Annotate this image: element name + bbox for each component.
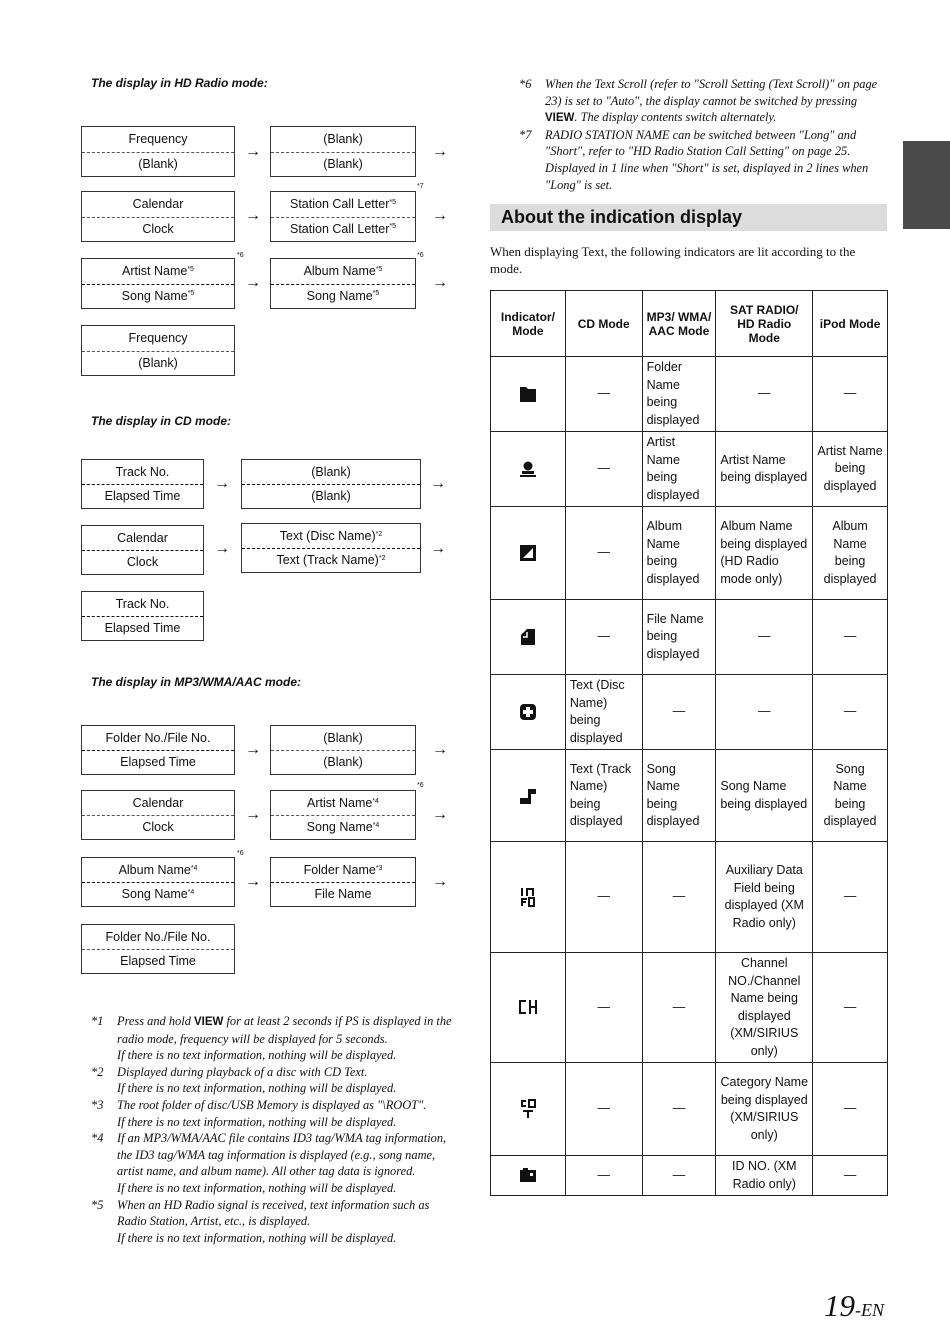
footnote-ref: *5	[372, 290, 380, 298]
album-icon	[519, 545, 537, 559]
indicator-cell	[491, 953, 566, 1063]
box-line-2: (Blank)	[138, 355, 178, 370]
arrow-icon: →	[432, 274, 448, 291]
table-cell: —	[565, 842, 642, 953]
footnote-ref: *4	[372, 821, 380, 829]
hd-box-album	[270, 258, 416, 309]
column-header: MP3/ WMA/ AAC Mode	[642, 291, 716, 357]
table-cell: —	[565, 1156, 642, 1196]
footnote-key: *7	[519, 127, 532, 142]
table-cell: Album Name being displayed	[642, 507, 716, 600]
cd-box-track	[81, 459, 204, 509]
box-line-2: (Blank)	[323, 755, 363, 769]
hd-box-blank	[270, 126, 416, 177]
table-cell: ID NO. (XM Radio only)	[716, 1156, 813, 1196]
table-cell: —	[642, 675, 716, 750]
table-cell: Auxiliary Data Field being displayed (XM Radio only)	[716, 842, 813, 953]
footnote-text: If there is no text information, nothing will be displayed.	[117, 1114, 397, 1129]
table-row	[491, 357, 888, 432]
cd-box-text	[241, 523, 421, 573]
channel-icon	[518, 1000, 538, 1014]
footnote-text: When an HD Radio signal is received, text information such as Radio Station, Artist, etc., is displayed.	[117, 1197, 430, 1229]
footnote-text: If there is no text information, nothing will be displayed.	[117, 1230, 397, 1245]
box-line-1: (Blank)	[323, 731, 363, 745]
indicator-cell	[491, 750, 566, 842]
box-line-2: Elapsed Time	[120, 755, 196, 769]
table-row	[491, 432, 888, 507]
arrow-icon: →	[245, 207, 261, 224]
arrow-icon: →	[430, 540, 446, 557]
table-row	[491, 1063, 888, 1156]
footnote-text: The root folder of disc/USB Memory is displayed as "\ROOT".	[117, 1097, 427, 1112]
page-number	[824, 1288, 884, 1324]
table-cell: File Name being displayed	[642, 600, 716, 675]
arrow-icon: →	[245, 741, 261, 758]
arrow-icon: →	[214, 540, 230, 557]
box-line-1: Frequency	[128, 331, 188, 346]
table-cell: Text (Disc Name) being displayed	[565, 675, 642, 750]
table-cell: Artist Name being displayed	[716, 432, 813, 507]
arrow-icon: →	[245, 806, 261, 823]
arrow-icon: →	[432, 873, 448, 890]
footnote-5	[91, 1197, 457, 1247]
footnote-ref: *5	[187, 265, 194, 273]
mp3-box-calendar	[81, 790, 235, 840]
box-line-1: Folder No./File No.	[105, 731, 211, 745]
table-cell: Artist Name being displayed	[813, 432, 888, 507]
arrow-icon: →	[245, 274, 261, 291]
view-key-label: VIEW	[545, 112, 575, 125]
footnote-3	[91, 1097, 457, 1130]
box-line-1: Track No.	[115, 465, 170, 479]
box-line-2: Elapsed Time	[120, 954, 196, 968]
column-header: CD Mode	[565, 291, 642, 357]
footnote-ref: *5	[375, 265, 383, 273]
footnote-ref: *4	[190, 864, 198, 872]
hd-radio-section-title: The display in HD Radio mode:	[91, 76, 268, 90]
table-row	[491, 953, 888, 1063]
table-cell: —	[565, 1063, 642, 1156]
table-row	[491, 600, 888, 675]
cd-box-calendar	[81, 525, 204, 575]
footnotes-right	[519, 76, 889, 193]
mp3-box-folder-name	[270, 857, 416, 907]
box-line-1: Track No.	[115, 597, 170, 611]
table-cell: Song Name being displayed	[716, 750, 813, 842]
footnote-1	[91, 1013, 457, 1064]
indicator-cell	[491, 675, 566, 750]
hd-box-station-call	[270, 191, 416, 242]
footnote-ref: *5	[187, 290, 195, 298]
box-line-2: Song Name	[121, 887, 188, 901]
box-line-2: Elapsed Time	[104, 621, 181, 635]
footnote-mark: *7	[417, 183, 424, 190]
box-line-1: Album Name	[303, 264, 376, 279]
column-header: iPod Mode	[813, 291, 888, 357]
indicator-cell	[491, 1063, 566, 1156]
table-cell: Channel NO./Channel Name being displayed (XM/SIRIUS only)	[716, 953, 813, 1063]
footnote-ref: *4	[187, 888, 195, 896]
footnote-ref: *3	[375, 864, 383, 872]
box-line-2: Text (Track Name)	[276, 553, 379, 567]
arrow-icon: →	[432, 143, 448, 160]
footnote-key: *3	[91, 1097, 104, 1112]
mp3-section-title: The display in MP3/WMA/AAC mode:	[91, 675, 302, 689]
box-line-2: Song Name	[121, 288, 188, 303]
table-cell: Album Name being displayed (HD Radio mode only)	[716, 507, 813, 600]
arrow-icon: →	[432, 741, 448, 758]
mp3-box-blank	[270, 725, 416, 775]
table-cell: —	[813, 357, 888, 432]
box-line-2: Song Name	[306, 288, 373, 303]
box-line-1: Calendar	[117, 531, 168, 545]
table-cell: —	[642, 1063, 716, 1156]
box-line-1: Station Call Letter	[290, 197, 390, 212]
box-line-1: Frequency	[128, 132, 188, 147]
box-line-1: Folder Name	[303, 863, 376, 877]
footnote-mark: *6	[417, 782, 424, 789]
table-cell: —	[813, 1063, 888, 1156]
box-line-2: (Blank)	[311, 489, 351, 503]
table-cell: —	[813, 953, 888, 1063]
section-heading: About the indication display	[490, 204, 887, 231]
footnote-text: Displayed during playback of a disc with CD Text.	[117, 1064, 368, 1079]
mp3-box-artist	[270, 790, 416, 840]
artist-icon	[519, 461, 537, 475]
table-row	[491, 750, 888, 842]
footnote-text: . The display contents switch alternately.	[574, 110, 777, 125]
indicator-cell	[491, 1156, 566, 1196]
arrow-icon: →	[430, 475, 446, 492]
footnote-text: Press and hold	[117, 1014, 194, 1028]
box-line-2: (Blank)	[138, 156, 178, 171]
table-cell: Category Name being displayed (XM/SIRIUS only)	[716, 1063, 813, 1156]
arrow-icon: →	[245, 873, 261, 890]
cd-section-title: The display in CD mode:	[91, 414, 232, 428]
footnote-7	[519, 127, 889, 193]
table-cell: Song Name being displayed	[813, 750, 888, 842]
table-row	[491, 1156, 888, 1196]
table-cell: —	[716, 357, 813, 432]
hd-box-artist	[81, 258, 235, 309]
page-number-value: 19	[824, 1288, 855, 1323]
table-cell: —	[565, 953, 642, 1063]
table-row	[491, 507, 888, 600]
hd-box-frequency-return	[81, 325, 235, 376]
indicator-cell	[491, 842, 566, 953]
box-line-2: Clock	[142, 221, 174, 236]
footnote-ref: *5	[389, 198, 396, 206]
footnote-4	[91, 1130, 457, 1196]
table-cell: —	[813, 675, 888, 750]
footnote-text: If there is no text information, nothing will be displayed.	[117, 1048, 397, 1063]
mp3-box-folder-file-return	[81, 924, 235, 974]
table-cell: —	[813, 842, 888, 953]
box-line-1: (Blank)	[311, 465, 351, 479]
box-line-1: Artist Name	[307, 796, 373, 810]
table-row	[491, 842, 888, 953]
box-line-2: (Blank)	[323, 156, 363, 171]
folder-icon	[519, 386, 537, 400]
cd-box-track-return	[81, 591, 204, 641]
table-cell: —	[716, 675, 813, 750]
view-key-label: VIEW	[193, 1016, 224, 1028]
section-intro: When displaying Text, the following indicators are lit according to the mode.	[490, 244, 856, 276]
box-line-1: (Blank)	[323, 132, 363, 147]
box-line-2: Elapsed Time	[104, 489, 181, 503]
arrow-icon: →	[214, 475, 230, 492]
box-line-2: Station Call Letter	[290, 221, 390, 236]
category-icon	[520, 1101, 536, 1115]
footnote-ref: *4	[372, 797, 379, 805]
footnote-key: *1	[91, 1014, 104, 1028]
footnote-text: If there is no text information, nothing will be displayed.	[117, 1180, 397, 1195]
table-header-row	[491, 291, 888, 357]
table-cell: Song Name being displayed	[642, 750, 716, 842]
box-line-2: Song Name	[306, 820, 373, 834]
footnote-mark: *6	[237, 252, 244, 259]
footnote-2	[91, 1064, 457, 1097]
box-line-2: Clock	[142, 820, 174, 834]
disc-icon	[519, 704, 537, 718]
song-icon	[519, 788, 537, 802]
footnote-mark: *6	[237, 850, 244, 857]
indicator-table	[490, 290, 888, 1196]
table-cell: —	[565, 357, 642, 432]
footnote-mark: *6	[417, 252, 424, 259]
table-cell: —	[642, 1156, 716, 1196]
box-line-2: Clock	[126, 555, 159, 569]
table-cell: —	[813, 1156, 888, 1196]
box-line-1: Artist Name	[122, 264, 188, 279]
table-cell: Album Name being displayed	[813, 507, 888, 600]
box-line-1: Calendar	[132, 197, 184, 212]
table-cell: —	[565, 432, 642, 507]
footnote-text: for at least 2 seconds if PS is displayed in the radio mode, frequency will be displayed for 5 seconds.	[117, 1014, 452, 1046]
footnote-text: RADIO STATION NAME can be switched between "Long" and "Short", refer to "HD Radio Station Call Setting" on page 25. Displayed in 1 line when "Short" is set, displayed in 2 lines when "Long" is set.	[545, 127, 869, 192]
mp3-box-album	[81, 857, 235, 907]
footnote-text: If there is no text information, nothing will be displayed.	[117, 1081, 397, 1096]
page-number-suffix: -EN	[855, 1300, 884, 1320]
box-line-1: Text (Disc Name)	[279, 529, 376, 543]
chapter-tab-marker	[903, 141, 950, 229]
footnote-key: *4	[91, 1131, 104, 1146]
box-line-2: File Name	[314, 887, 372, 901]
box-line-1: Calendar	[132, 796, 184, 810]
indicator-cell	[491, 600, 566, 675]
footnote-ref: *2	[378, 554, 386, 562]
hd-box-calendar	[81, 191, 235, 242]
table-cell: Artist Name being displayed	[642, 432, 716, 507]
table-cell: —	[813, 600, 888, 675]
footnote-key: *6	[519, 77, 532, 91]
column-header: Indicator/ Mode	[491, 291, 566, 357]
footnote-text: If an MP3/WMA/AAC file contains ID3 tag/WMA tag information, the ID3 tag/WMA tag information is displayed (e.g., song name, artist name, and album name). All other tag data is ignored.	[117, 1131, 447, 1179]
table-cell: —	[565, 600, 642, 675]
arrow-icon: →	[432, 806, 448, 823]
box-line-1: Folder No./File No.	[105, 930, 211, 944]
box-line-1: Album Name	[118, 863, 191, 877]
footnote-key: *5	[91, 1197, 104, 1212]
id-icon	[519, 1168, 537, 1182]
footnote-key: *2	[91, 1064, 104, 1079]
arrow-icon: →	[432, 207, 448, 224]
cd-box-blank	[241, 459, 421, 509]
column-header: SAT RADIO/ HD Radio Mode	[716, 291, 813, 357]
hd-box-frequency	[81, 126, 235, 177]
footnote-ref: *2	[375, 530, 383, 538]
indicator-cell	[491, 357, 566, 432]
table-cell: Folder Name being displayed	[642, 357, 716, 432]
table-cell: —	[642, 953, 716, 1063]
mp3-box-folder-file	[81, 725, 235, 775]
indicator-cell	[491, 432, 566, 507]
table-cell: —	[565, 507, 642, 600]
file-icon	[519, 629, 537, 643]
table-cell: —	[642, 842, 716, 953]
indicator-cell	[491, 507, 566, 600]
footnote-ref: *5	[389, 223, 396, 231]
arrow-icon: →	[245, 143, 261, 160]
footnote-6	[519, 76, 889, 127]
info-icon	[519, 889, 537, 903]
footnote-text: When the Text Scroll (refer to "Scroll Setting (Text Scroll)" on page 23) is set to "Auto", the display cannot be switched by pressing	[545, 77, 878, 108]
table-cell: Text (Track Name) being displayed	[565, 750, 642, 842]
table-row	[491, 675, 888, 750]
table-cell: —	[716, 600, 813, 675]
footnotes-left	[91, 1013, 457, 1246]
